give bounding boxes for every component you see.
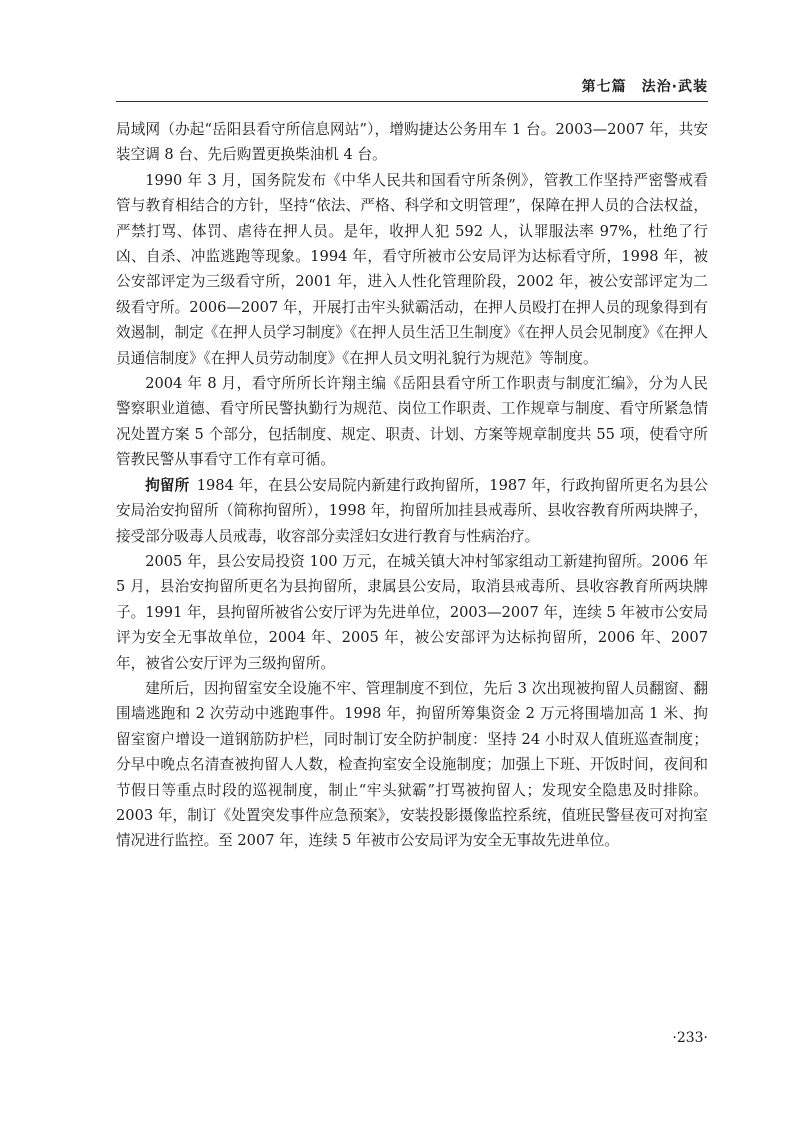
header-divider (116, 101, 708, 102)
paragraph-new-building: 2005 年，县公安局投资 100 万元，在城关镇大冲村邹家组动工新建拘留所。2006 年 5 月，县治安拘留所更名为县拘留所，隶属县公安局，取消县戒毒所、县收容教育所两块牌子。1991 年，县拘留所被省公安厅评为先进单位，2003—2007 年，连续 5 年被市公安局评为安全无事故单位，2004 年、2005 年，被公安部评为达标拘留所，2006 年、2007 年，被省公安厅评为三级拘留所。 (116, 552, 708, 672)
paragraph-detention-house-text: 1984 年，在县公安局院内新建行政拘留所，1987 年，行政拘留所更名为县公安局治安拘留所（简称拘留所），1998 年，拘留所加挂县戒毒所、县收容教育所两块牌子，接受部分吸毒人员戒毒，收容部分卖淫妇女进行教育与性病治疗。 (116, 476, 708, 545)
paragraph-continuation: 局域网（办起“岳阳县看守所信息网站”），增购捷达公务用车 1 台。2003—2007 年，共安装空调 8 台、先后购置更换柴油机 4 台。 (116, 121, 708, 164)
paragraph-detention-regulations: 1990 年 3 月，国务院发布《中华人民共和国看守所条例》，管教工作坚持严密警戒看管与教育相结合的方针，坚持“依法、严格、科学和文明管理”，保障在押人员的合法权益，严禁打骂、体罚、虐待在押人员。是年，收押人犯 592 人，认罪服法率 97%，杜绝了行凶、自杀、冲监逃跑等现象。1994 年，看守所被市公安局评为达标看守所，1998 年，被公安部评定为三级看守所，2001 年，进入人性化管理阶段，2002 年，被公安部评定为二级看守所。2006—2007 年，开展打击牢头狱霸活动，在押人员殴打在押人员的现象得到有效遏制，制定《在押人员学习制度》《在押人员生活卫生制度》《在押人员会见制度》《在押人员通信制度》《在押人员劳动制度》《在押人员文明礼貌行为规范》等制度。 (116, 171, 708, 367)
running-header: 第七篇 法治·武装 (581, 79, 708, 95)
paragraph-rules-compilation: 2004 年 8 月，看守所所长许翔主编《岳阳县看守所工作职责与制度汇编》，分为人民警察职业道德、看守所民警执勤行为规范、岗位工作职责、工作规章与制度、看守所紧急情况处置方案 5 个部分，包括制度、规定、职责、计划、方案等规章制度共 55 项，使看守所管教民警从事看守工作有章可循。 (116, 375, 708, 469)
page-body (116, 117, 708, 854)
paragraph-security-measures: 建所后，因拘留室安全设施不牢、管理制度不到位，先后 3 次出现被拘留人员翻窗、翻围墙逃跑和 2 次劳动中逃跑事件。1998 年，拘留所筹集资金 2 万元将围墙加高 1 米、拘留室窗户增设一道钢筋防护栏，同时制订安全防护制度：坚持 24 小时双人值班巡查制度；分早中晚点名清查被拘留人人数，检查拘室安全设施制度；加强上下班、开饭时间，夜间和节假日等重点时段的巡视制度，制止“牢头狱霸”打骂被拘留人；发现安全隐患及时排除。2003 年，制订《处置突发事件应急预案》，安装投影摄像监控系统，值班民警昼夜可对拘室情况进行监控。至 2007 年，连续 5 年被市公安局评为安全无事故先进单位。 (116, 679, 708, 850)
section-heading-detention-house: 拘留所 (145, 476, 190, 494)
paragraph-detention-house-section (116, 473, 708, 549)
page-number: ·233· (672, 1030, 708, 1046)
